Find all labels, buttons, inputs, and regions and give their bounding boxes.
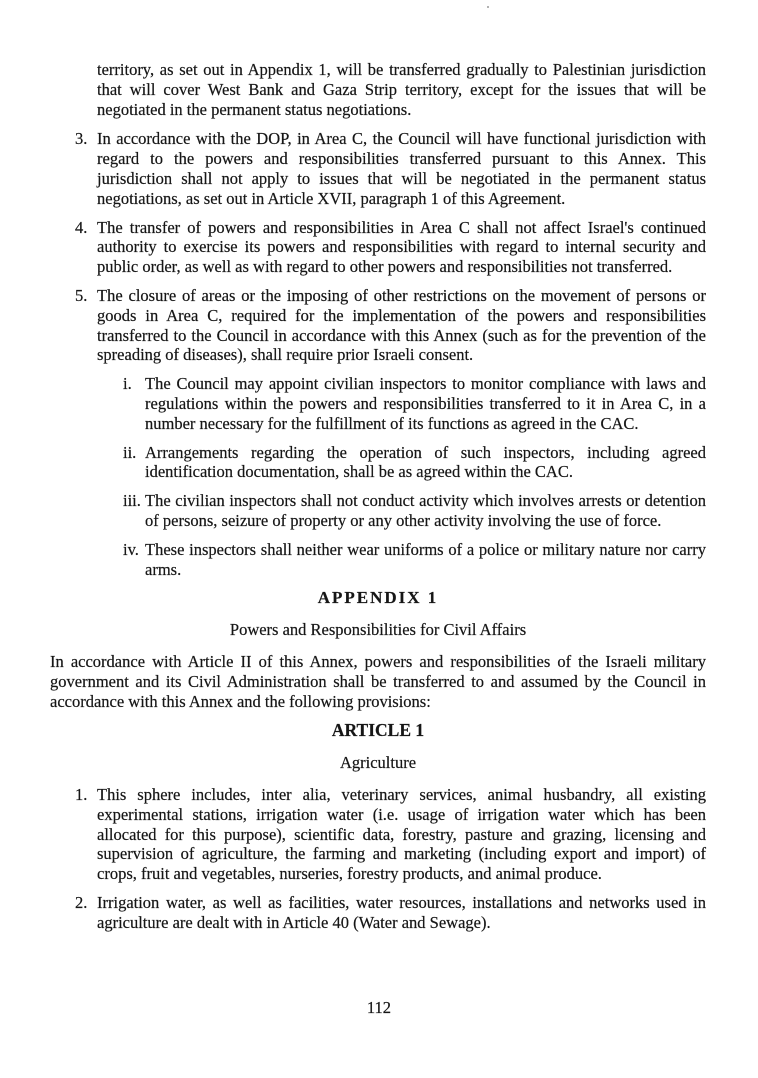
item-text: Arrangements regarding the operation of such inspectors, including agreed identification documentation, shall be as agreed within the CAC.	[145, 442, 706, 482]
item-text: The closure of areas or the imposing of other restrictions on the movement of persons or goods in Area C, required for the implementation of the powers and responsibilities transferred to the Council in accordance with this Annex (such as for the prevention of the spreading of diseases), shall require prior Israeli consent.	[97, 285, 706, 365]
item-marker: iv.	[123, 539, 139, 559]
item-text: The Council may appoint civilian inspectors to monitor compliance with laws and regulations within the powers and responsibilities transferred to it in Area C, in a number necessary for the fulfillment of its functions as agreed in the CAC.	[145, 374, 706, 433]
document-body	[50, 60, 706, 941]
roman-item-ii	[123, 443, 706, 483]
item-text: The civilian inspectors shall not conduct activity which involves arrests or detention of persons, seizure of property or any other activity involving the use of force.	[145, 491, 706, 530]
appendix-heading: APPENDIX 1	[317, 588, 439, 608]
item-marker: ii.	[123, 442, 137, 462]
roman-item-iii	[123, 491, 706, 531]
article-subheading: Agriculture	[339, 753, 417, 773]
item-marker: 2.	[75, 892, 88, 912]
item-marker: 3.	[75, 129, 88, 149]
item-marker: 4.	[75, 217, 88, 237]
item-text: This sphere includes, inter alia, veterinary services, animal husbandry, all existing experimental stations, irrigation water (i.e. usage of irrigation water which has been allocated for this purpose), scientific data, forestry, pasture and grazing, licensing and supervision of agriculture, the farming and marketing (including export and import) of crops, fruit and vegetables, nurseries, forestry products, and animal produce.	[97, 784, 706, 884]
roman-item-iv	[123, 540, 706, 580]
item-marker: i.	[123, 374, 132, 394]
item-marker: iii.	[123, 491, 141, 511]
numbered-item-4	[75, 218, 706, 277]
roman-item-i	[123, 374, 706, 433]
item-text: These inspectors shall neither wear uniforms of a police or military nature nor carry arms.	[145, 539, 706, 579]
numbered-item-2	[75, 893, 706, 933]
article-heading: ARTICLE 1	[331, 720, 425, 741]
numbered-item-1	[75, 785, 706, 884]
numbered-item-3	[75, 129, 706, 208]
paragraph-continuation: territory, as set out in Appendix 1, will be transferred gradually to Palestinian jurisdiction that will cover West Bank and Gaza Strip territory, except for the issues that will be negotiated in the permanent status negotiations.	[97, 60, 706, 119]
item-marker: 1.	[75, 784, 88, 804]
page-number: 112	[366, 998, 392, 1017]
scan-speck	[487, 6, 489, 8]
numbered-item-5	[75, 286, 706, 365]
appendix-subheading: Powers and Responsibilities for Civil Affairs	[229, 620, 527, 640]
item-marker: 5.	[75, 285, 88, 305]
appendix-intro-paragraph: In accordance with Article II of this Annex, powers and responsibilities of the Israeli military government and its Civil Administration shall be transferred to and assumed by the Council in accordance with this Annex and the following provisions:	[50, 651, 706, 711]
item-text: The transfer of powers and responsibilities in Area C shall not affect Israel's continued authority to exercise its powers and responsibilities with regard to internal security and public order, as well as with regard to other powers and responsibilities not transferred.	[97, 217, 706, 277]
item-text: In accordance with the DOP, in Area C, the Council will have functional jurisdiction with regard to the powers and responsibilities transferred pursuant to this Annex. This jurisdiction shall not apply to issues that will be negotiated in the permanent status negotiations, as set out in Article XVII, paragraph 1 of this Agreement.	[97, 129, 706, 208]
item-text: Irrigation water, as well as facilities, water resources, installations and networks used in agriculture are dealt with in Article 40 (Water and Sewage).	[97, 892, 706, 932]
